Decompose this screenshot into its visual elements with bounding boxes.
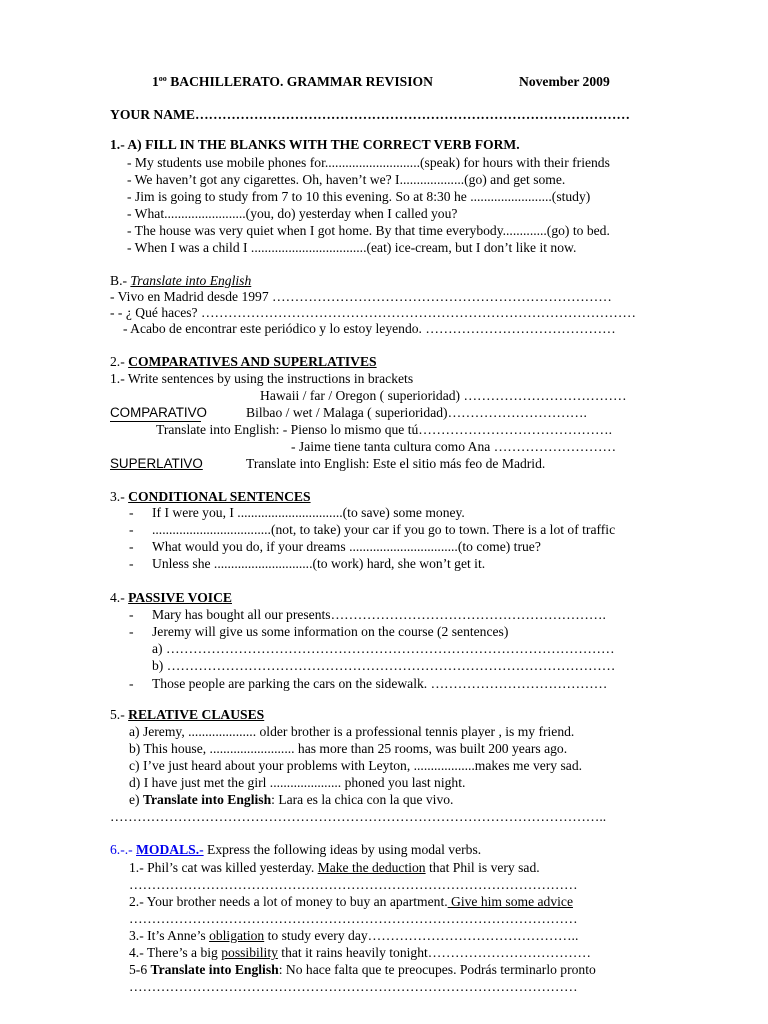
exercise-item: 5-6 Translate into English: No hace falta que te preocupes. Podrás terminarlo pronto [129,962,596,977]
exercise-item: - The house was very quiet when I got home. By that time everybody.............(go) to bed. [127,223,610,238]
worksheet-date: November 2009 [519,74,610,89]
exercise-item: a) Jeremy, .................... older brother is a professional tennis player , is my friend. [129,724,575,739]
section-5-heading: 5.- RELATIVE CLAUSES [110,707,265,722]
superlativo-label: SUPERLATIVO [110,456,203,471]
bullet-dash: - [129,676,134,691]
exercise-item: b) ……………………………………………………………………………………… [152,658,616,673]
exercise-item: - Jim is going to study from 7 to 10 this evening. So at 8:30 he ........................(study) [127,189,591,204]
exercise-item: c) I’ve just heard about your problems with Leyton, ..................makes me very sad. [129,758,583,773]
section-4-heading: 4.- PASSIVE VOICE [110,590,232,605]
bullet-dash: - [129,539,134,554]
answer-dots: ……………………………………………………………………………………… [129,979,578,994]
section-1-heading: 1.- A) FILL IN THE BLANKS WITH THE CORRECT VERB FORM. [110,137,520,152]
exercise-item: - We haven’t got any cigarettes. Oh, haven’t we? I...................(go) and get some. [127,172,566,187]
exercise-item: - What........................(you, do) yesterday when I called you? [127,206,458,221]
exercise-item: b) This house, ......................... has more than 25 rooms, was built 200 years ago. [129,741,568,756]
exercise-item: d) I have just met the girl ..................... phoned you last night. [129,775,466,790]
exercise-item: If I were you, I ...............................(to save) some money. [152,505,465,520]
exercise-item: e) Translate into English: Lara es la chica con la que vivo. [129,792,454,807]
bullet-dash: - [129,505,134,520]
exercise-item: What would you do, if your dreams ................................(to come) true? [152,539,541,554]
instruction-line: 1.- Write sentences by using the instructions in brackets [110,371,414,386]
answer-dots: ……………………………………………………………………………………… [129,877,578,892]
exercise-item: - When I was a child I ..................................(eat) ice-cream, but I don’t like it now. [127,240,577,255]
exercise-item: Translate into English: Este el sitio más feo de Madrid. [246,456,546,471]
answer-dots: ……………………………………………………………………………………………….. [110,809,607,824]
exercise-item: ...................................(not, to take) your car if you go to town. There is a lot of traffic [152,522,616,537]
exercise-item: Translate into English: - Pienso lo mismo que tú……………………………………. [156,422,613,437]
exercise-item: 3.- It’s Anne’s obligation to study every day……………………………………….. [129,928,579,943]
exercise-item: 2.- Your brother needs a lot of money to buy an apartment. Give him some advice [129,894,573,909]
exercise-item: 1.- Phil’s cat was killed yesterday. Make the deduction that Phil is very sad. [129,860,540,875]
section-2-heading: 2.- COMPARATIVES AND SUPERLATIVES [110,354,377,369]
exercise-item: - Jaime tiene tanta cultura como Ana ……………………… [291,439,617,454]
bullet-dash: - [129,522,134,537]
exercise-item: Unless she .............................(to work) hard, she won’t get it. [152,556,486,571]
comparativo-label: COMPARATIVO [110,405,207,420]
bullet-dash: - [129,624,134,639]
exercise-item: Jeremy will give us some information on the course (2 sentences) [152,624,509,639]
bullet-dash: - [129,607,134,622]
translate-item: - Acabo de encontrar este periódico y lo estoy leyendo. …………………………………… [123,321,616,336]
translate-item: - - ¿ Qué haces? …………………………………………………………………………………… [110,305,636,320]
exercise-item: Hawaii / far / Oregon ( superioridad) ……………………………… [260,388,627,403]
answer-dots: ……………………………………………………………………………………… [129,911,578,926]
section-1b-heading: B.- Translate into English [110,273,252,288]
exercise-item: Bilbao / wet / Malaga ( superioridad)…………………………. [246,405,587,420]
section-6-heading: 6.-.- MODALS.- Express the following ideas by using modal verbs. [110,842,482,857]
section-3-heading: 3.- CONDITIONAL SENTENCES [110,489,311,504]
exercise-item: Mary has bought all our presents……………………………………………………. [152,607,606,622]
exercise-item: Those people are parking the cars on the sidewalk. ………………………………… [152,676,608,691]
translate-item: - Vivo en Madrid desde 1997 ………………………………………………………………… [110,289,612,304]
exercise-item: a) ……………………………………………………………………………………… [152,641,615,656]
bullet-dash: - [129,556,134,571]
worksheet-title: $1^{oo}$ BACHILLERATO. GRAMMAR REVISION [152,74,433,89]
exercise-item: 4.- There’s a big possibility that it rains heavily tonight……………………………… [129,945,591,960]
exercise-item: - My students use mobile phones for............................(speak) for hours with their friends [127,155,610,170]
your-name-line: YOUR NAME…………………………………………………………………………………… [110,107,630,122]
